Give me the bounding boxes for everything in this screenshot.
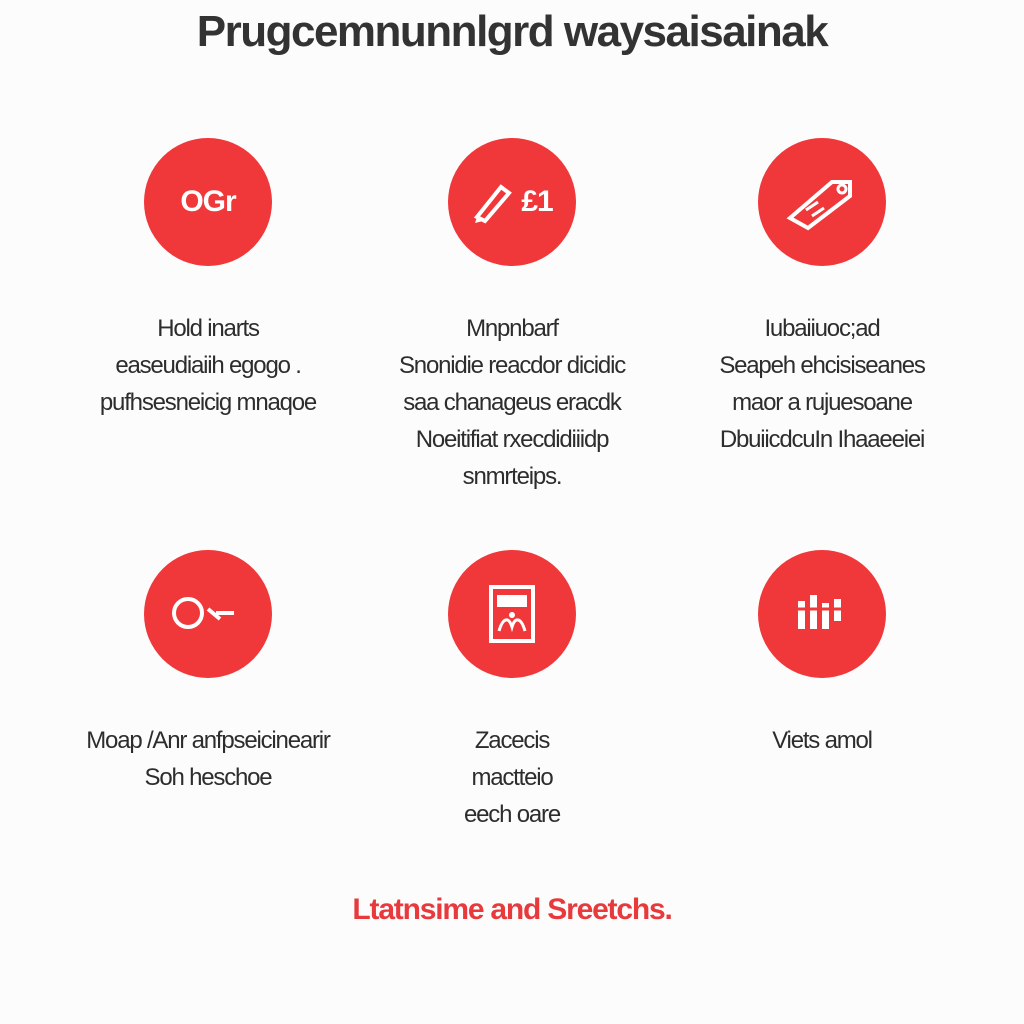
feature-icon-circle bbox=[758, 138, 886, 266]
feature-description bbox=[662, 722, 982, 759]
feature-description bbox=[48, 310, 368, 421]
feature-text-line: Noeitifiat rxecdidiiidp bbox=[415, 426, 609, 453]
pen-tool-icon bbox=[471, 179, 552, 225]
magnifier-icon bbox=[168, 589, 248, 639]
bar-chart-icon bbox=[792, 589, 852, 639]
feature-text-line: Viets amol bbox=[772, 727, 872, 754]
feature-text-line: mactteio bbox=[471, 764, 553, 791]
feature-icon-circle bbox=[448, 550, 576, 678]
feature-text-line: Mnpnbarf bbox=[466, 315, 558, 342]
feature-icon-circle bbox=[144, 138, 272, 266]
feature-card bbox=[48, 550, 368, 796]
tag-label-icon bbox=[782, 172, 862, 232]
feature-icon-circle bbox=[448, 138, 576, 266]
feature-text-line: Hold inarts bbox=[157, 315, 259, 342]
feature-text-line: DbuiicdcuIn Ihaaeeiei bbox=[719, 426, 925, 453]
feature-text-line: Soh heschoe bbox=[144, 764, 272, 791]
feature-text-line: pufhsesneicig mnaqoe bbox=[99, 389, 317, 416]
feature-text-line: snmrteips. bbox=[462, 463, 562, 490]
page-title: Prugcemnunnlgrd waysaisainak bbox=[196, 7, 828, 56]
feature-card bbox=[352, 550, 672, 833]
feature-text-line: eech oare bbox=[464, 801, 560, 828]
feature-text-line: Zacecis bbox=[474, 727, 550, 754]
feature-description bbox=[352, 722, 672, 833]
feature-text-line: Snonidie reacdor dicidic bbox=[398, 352, 625, 379]
feature-text-line: saa chanageus eracdk bbox=[403, 389, 621, 416]
feature-text-line: maor a rujuesoane bbox=[732, 389, 912, 416]
feature-text-line: Moap /Anr anfpseicinearir bbox=[86, 727, 330, 754]
text-badge-icon: OGr bbox=[180, 185, 236, 218]
document-card-icon bbox=[485, 583, 539, 645]
feature-card bbox=[352, 138, 672, 495]
feature-description bbox=[662, 310, 982, 458]
feature-card bbox=[662, 138, 982, 458]
feature-icon-circle bbox=[758, 550, 886, 678]
feature-card bbox=[48, 138, 368, 421]
footer-link[interactable]: Ltatnsime and Sreetchs. bbox=[352, 893, 672, 926]
feature-text-line: easeudiaiih egogo . bbox=[115, 352, 301, 379]
feature-text-line: Seapeh ehcisiseanes bbox=[719, 352, 925, 379]
feature-text-line: Iubaiiuoc;ad bbox=[764, 315, 880, 342]
feature-icon-circle bbox=[144, 550, 272, 678]
feature-description bbox=[352, 310, 672, 495]
feature-card bbox=[662, 550, 982, 759]
feature-description bbox=[48, 722, 368, 796]
pen-tool-label: £1 bbox=[521, 185, 553, 218]
